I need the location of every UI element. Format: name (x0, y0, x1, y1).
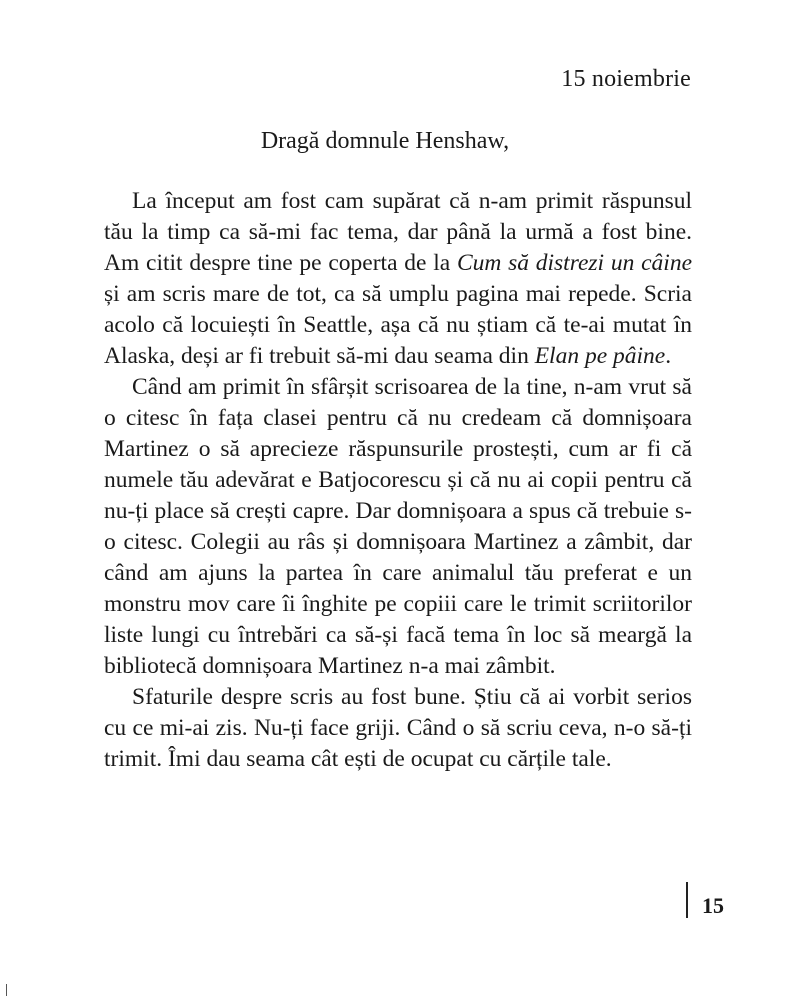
letter-salutation: Dragă domnule Henshaw, (260, 128, 510, 154)
letter-body (104, 186, 692, 775)
paragraph-text: și am scris mare de tot, ca să umplu pagina mai repede. Scria acolo că locuiești în Seattle, așa că nu știam că te-ai mutat în Alaska, deși ar fi trebuit să-mi dau seama din (104, 281, 692, 369)
folio-rule (686, 882, 688, 918)
letter-date: 15 noiembrie (561, 66, 691, 92)
paragraph-3 (104, 682, 692, 775)
scan-edge-mark (6, 984, 7, 996)
paragraph-1 (104, 186, 692, 372)
page-number: 15 (702, 893, 724, 918)
paragraph-text: Sfaturile despre scris au fost bune. Știu că ai vorbit serios cu ce mi-ai zis. Nu-ți face griji. Când o să scriu ceva, n-o să-ți trimit. Îmi dau seama cât ești de ocupat cu cărțile tale. (104, 684, 692, 772)
paragraph-text: . (665, 343, 672, 369)
book-title-cum-sa-distrezi-un-caine: Cum să distrezi un câine (456, 250, 692, 276)
paragraph-2 (104, 372, 692, 682)
paragraph-text: La început am fost cam supărat că n-am primit răspunsul tău la timp ca să-mi fac tema, dar până la urmă a fost bine. Am citit despre tine pe coperta de la (104, 188, 692, 276)
book-title-elan-pe-paine: Elan pe pâine (534, 343, 666, 369)
paragraph-text: Când am primit în sfârșit scrisoarea de la tine, n-am vrut să o citesc în fața clasei pentru că nu credeam că domnișoara Martinez o să aprecieze răspunsurile prostești, cum ar fi că numele tău adevărat e Batjocorescu și că nu ai copii pentru că nu-ți place să crești capre. Dar domnișoara a spus că trebuie s-o citesc. Colegii au râs și domnișoara Martinez a zâmbit, dar când am ajuns la partea în care animalul tău preferat e un monstru mov care îi înghite pe copiii care le trimit scriitorilor liste lungi cu întrebări ca să-și facă tema în loc să meargă la bibliotecă domnișoara Martinez n-a mai zâmbit. (104, 374, 692, 679)
